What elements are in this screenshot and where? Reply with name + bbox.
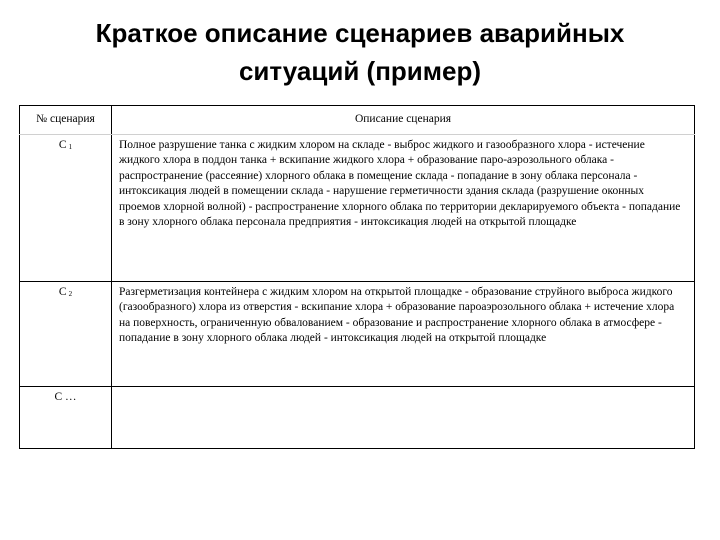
scenario-id-cell (20, 282, 112, 387)
scenario-id: С … (54, 391, 77, 403)
scenario-id: С (58, 286, 67, 298)
table-row (20, 387, 695, 449)
scenario-description (112, 387, 695, 449)
title-line-2: ситуаций (пример) (238, 56, 482, 86)
title-line-1: Краткое описание сценариев аварийных (95, 18, 625, 48)
table-header-row (20, 106, 695, 135)
scenario-id-cell (20, 135, 112, 282)
table-row (20, 282, 695, 387)
page-title (30, 14, 690, 90)
scenario-description: Полное разрушение танка с жидким хлором на складе - выброс жидкого и газообразного хлора - истечение жидкого хлора в поддон танка + вскипание жидкого хлора + образование паро-аэрозольного облака - распространение (рассеяние) хлорного облака в помещение склада - попадание в зону облака персонала - интоксикация людей в помещении склада - нарушение герметичности здания склада (разрушение оконных проемов хлорной волной) - распространение хлорного облака по территории декларируемого объекта - попадание в зону хлорного облака персонала предприятия - интоксикация людей на открытой площадке (112, 135, 695, 282)
scenario-description: Разгерметизация контейнера с жидким хлором на открытой площадке - образование струйного выброса жидкого (газообразного) хлора из отверстия - вскипание хлора + образование пароаэрозольного облака + истечение хлора на поверхность, ограниченную обвалованием - образование и распространение хлорного облака в атмосфере - попадание в зону хлорного облака людей - интоксикация людей на открытой площадке (112, 282, 695, 387)
scenario-id-cell (20, 387, 112, 449)
scenario-id: С (58, 139, 67, 151)
table-row (20, 135, 695, 282)
header-scenario-description: Описание сценария (112, 106, 695, 135)
scenario-id-subscript: 2 (68, 290, 73, 298)
scenario-id-subscript: 1 (68, 143, 73, 151)
scenario-table (19, 105, 695, 449)
header-scenario-number: № сценария (20, 106, 112, 135)
